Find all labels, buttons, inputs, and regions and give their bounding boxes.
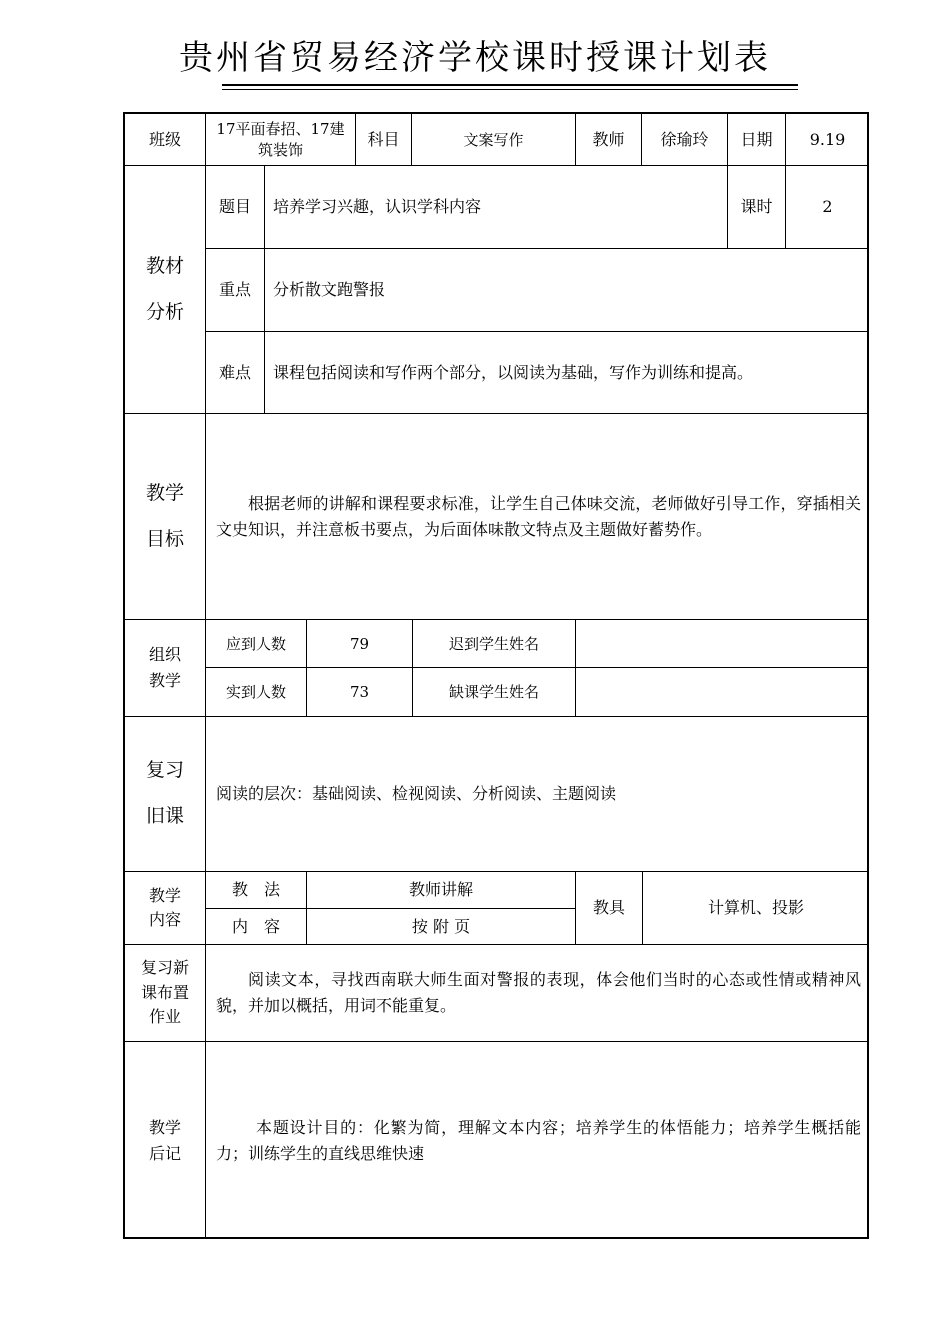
title-underline-thick (222, 84, 798, 86)
class-label: 班级 (148, 129, 181, 149)
review-text: 阅读的层次：基础阅读、检视阅读、分析阅读、主题阅读 (205, 716, 869, 871)
page-title: 贵州省贸易经济学校课时授课计划表 (179, 38, 771, 78)
reflection-label-1: 教学 (148, 1117, 181, 1137)
absent-value (575, 667, 869, 716)
content-label-1: 教学 (148, 886, 181, 905)
objective-label-2: 目标 (145, 527, 184, 550)
difficulty-value: 课程包括阅读和写作两个部分，以阅读为基础，写作为训练和提高。 (264, 331, 869, 413)
tools-value: 计算机、投影 (642, 871, 869, 944)
organization-label-1: 组织 (148, 645, 181, 665)
title-underline-thin (222, 89, 798, 90)
objective-text: 根据老师的讲解和课程要求标准，让学生自己体味交流，老师做好引导工作，穿插相关文史知识，并注意板书要点，为后面体味散文特点及主题做好蓄势作。 (216, 493, 861, 539)
late-label: 迟到学生姓名 (412, 619, 575, 667)
absent-label: 缺课学生姓名 (412, 667, 575, 716)
teacher-value: 徐瑜玲 (641, 114, 727, 165)
homework-cell (205, 944, 869, 1041)
content-label: 内 容 (205, 908, 306, 944)
analysis-label-1: 教材 (145, 254, 184, 277)
review-label-2: 旧课 (145, 805, 184, 827)
analysis-label-2: 分析 (145, 300, 184, 323)
late-value (575, 619, 869, 667)
subject-label: 科目 (355, 114, 411, 165)
tools-label: 教具 (575, 871, 642, 944)
expected-value: 79 (306, 619, 412, 667)
date-label: 日期 (727, 114, 785, 165)
reflection-cell (205, 1041, 869, 1239)
actual-label: 实到人数 (205, 667, 306, 716)
review-section-label (125, 716, 205, 871)
method-label: 教 法 (205, 871, 306, 908)
homework-label-1: 复习新 (140, 957, 189, 977)
objective-cell (205, 413, 869, 619)
organization-label-2: 教学 (148, 671, 181, 690)
teacher-label: 教师 (575, 114, 641, 165)
date-value: 9.19 (785, 114, 869, 165)
subject-value: 文案写作 (411, 114, 575, 165)
content-value: 按 附 页 (306, 908, 575, 944)
homework-label-3: 作业 (148, 1007, 181, 1027)
objective-section-label (125, 413, 205, 619)
difficulty-label: 难点 (205, 331, 264, 413)
hours-value: 2 (785, 165, 869, 248)
hours-label: 课时 (727, 165, 785, 248)
topic-label: 题目 (205, 165, 264, 248)
topic-value: 培养学习兴趣，认识学科内容 (264, 165, 727, 248)
content-section-label (125, 871, 205, 944)
key-value: 分析散文跑警报 (264, 248, 869, 331)
method-value: 教师讲解 (306, 871, 575, 908)
homework-label-2: 课布置 (140, 982, 189, 1002)
key-label: 重点 (205, 248, 264, 331)
objective-label-1: 教学 (145, 481, 184, 504)
content-label-2: 内容 (148, 910, 181, 929)
plan-table (123, 112, 869, 1239)
actual-value: 73 (306, 667, 412, 716)
expected-label: 应到人数 (205, 619, 306, 667)
homework-section-label (125, 944, 205, 1041)
reflection-text: 本题设计目的：化繁为简，理解文本内容；培养学生的体悟能力；培养学生概括能力；训练学生的直线思维快速 (216, 1117, 861, 1163)
class-value: 17平面春招、17建筑装饰 (205, 114, 355, 165)
reflection-label-2: 后记 (148, 1143, 181, 1163)
organization-section-label (125, 619, 205, 716)
reflection-section-label (125, 1041, 205, 1239)
analysis-section-label (125, 165, 205, 413)
homework-text: 阅读文本，寻找西南联大师生面对警报的表现，体会他们当时的心态或性情或精神风貌，并加以概括，用词不能重复。 (216, 970, 861, 1015)
review-label-1: 复习 (145, 759, 184, 782)
